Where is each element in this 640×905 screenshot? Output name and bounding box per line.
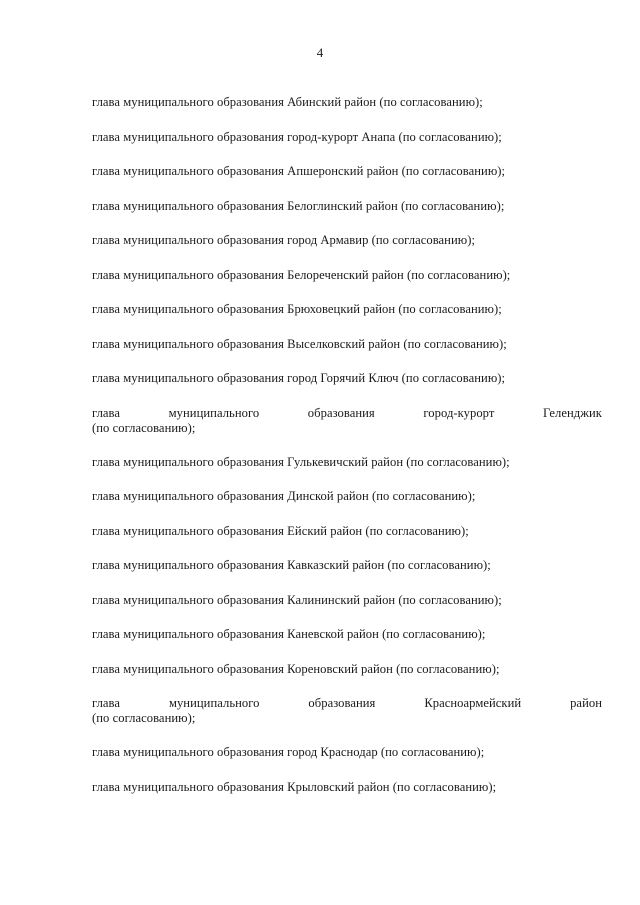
list-item: глава муниципального образования город Армавир (по согласованию);	[92, 233, 476, 247]
members-list	[92, 95, 602, 814]
list-item: глава муниципального образования Гулькевичский район (по согласованию);	[92, 454, 510, 469]
list-item: глава муниципального образования Брюховецкий район (по согласованию);	[92, 302, 502, 316]
list-item: глава муниципального образования Кореновский район (по согласованию);	[92, 661, 500, 676]
list-item: глава муниципального образования Ейский район (по согласованию);	[92, 523, 469, 538]
word: образования	[308, 696, 376, 710]
justified-line	[92, 406, 602, 421]
list-item-krasnoarmeysky	[92, 696, 602, 726]
word: глава	[92, 696, 121, 710]
list-item: глава муниципального образования Белоглинский район (по согласованию);	[92, 198, 505, 213]
word: глава	[92, 405, 121, 420]
list-item: глава муниципального образования город-курорт Анапа (по согласованию);	[92, 129, 502, 144]
list-item: глава муниципального образования Белореченский район (по согласованию);	[92, 267, 511, 282]
continuation-line: (по согласованию);	[92, 711, 196, 725]
word: город-курорт	[423, 405, 495, 420]
list-item: глава муниципального образования Выселковский район (по согласованию);	[92, 336, 507, 351]
list-item: глава муниципального образования Каневской район (по согласованию);	[92, 627, 486, 641]
list-item-gelendzhik	[92, 406, 602, 436]
continuation-line: (по согласованию);	[92, 420, 196, 435]
page-number: 4	[316, 45, 324, 60]
word: Красноармейский	[424, 696, 522, 710]
justified-line	[92, 696, 602, 711]
word: образования	[307, 405, 375, 420]
list-item: глава муниципального образования Кавказский район (по согласованию);	[92, 558, 491, 572]
list-item: глава муниципального образования город Краснодар (по согласованию);	[92, 745, 485, 759]
list-item: глава муниципального образования город Горячий Ключ (по согласованию);	[92, 371, 506, 385]
list-item: глава муниципального образования Абинский район (по согласованию);	[92, 95, 483, 109]
list-item: глава муниципального образования Калининский район (по согласованию);	[92, 592, 502, 607]
list-item: глава муниципального образования Крыловский район (по согласованию);	[92, 779, 497, 794]
word: Геленджик	[543, 405, 602, 420]
list-item: глава муниципального образования Динской район (по согласованию);	[92, 489, 476, 503]
list-item: глава муниципального образования Апшеронский район (по согласованию);	[92, 164, 506, 178]
word: муниципального	[168, 696, 260, 710]
word: муниципального	[168, 405, 260, 420]
word: район	[570, 696, 602, 710]
